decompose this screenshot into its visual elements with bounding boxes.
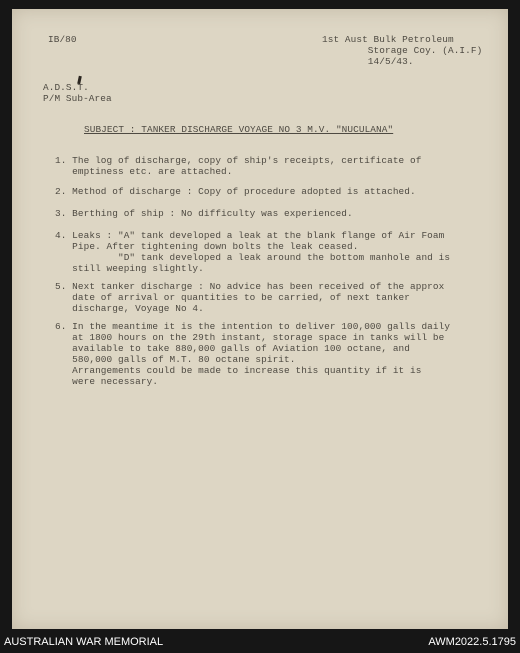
- item-6: 6. In the meantime it is the intention to deliver 100,000 galls daily at 1800 hours on the 29th instant, storage space in tanks will be available to take 880,000 galls of Aviation 100 octane, and 580,000 galls of M.T. 80 octane spirit. Arrangements could be made to increase this quantity if it is were necessary.: [55, 321, 451, 387]
- item-4: 4. Leaks : "A" tank developed a leak at the blank flange of Air Foam Pipe. After tightening down bolts the leak ceased. "D" tank developed a leak around the bottom manhole and is still weeping slightly.: [55, 230, 451, 274]
- item-3: 3. Berthing of ship : No difficulty was experienced.: [55, 208, 353, 219]
- footer-accession-number: AWM2022.5.1795: [428, 636, 516, 648]
- addressee: A.D.S.T. P/M Sub-Area: [43, 82, 112, 104]
- item-2: 2. Method of discharge : Copy of procedure adopted is attached.: [55, 186, 416, 197]
- footer-institution: AUSTRALIAN WAR MEMORIAL: [4, 636, 164, 648]
- reference-number: IB/80: [48, 34, 77, 45]
- unit-header: 1st Aust Bulk Petroleum Storage Coy. (A.I.F) 14/5/43.: [322, 34, 483, 67]
- subject-line: SUBJECT : TANKER DISCHARGE VOYAGE NO 3 M.V. "NUCULANA": [84, 124, 394, 135]
- item-5: 5. Next tanker discharge : No advice has been received of the approx date of arrival or quantities to be carried, of next tanker discharge, Voyage No 4.: [55, 281, 445, 314]
- item-1: 1. The log of discharge, copy of ship's receipts, certificate of emptiness etc. are attached.: [55, 155, 422, 177]
